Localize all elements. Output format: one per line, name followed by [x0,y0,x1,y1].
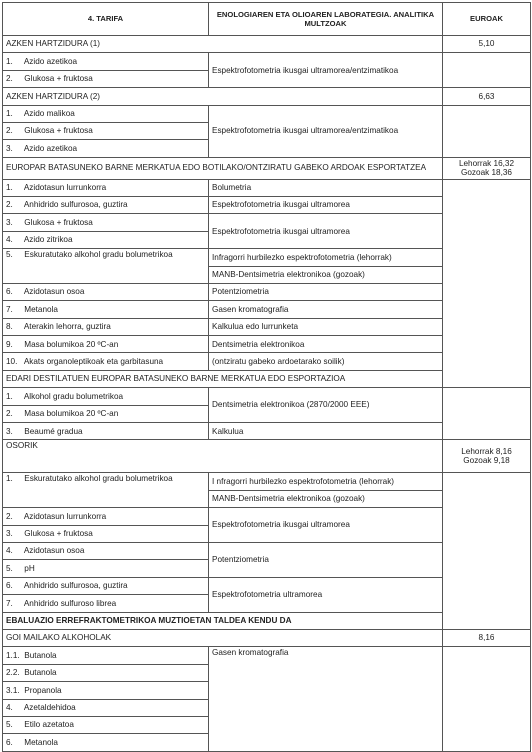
item-label: Azido zitrikoa [23,235,73,245]
item-number: 8. [6,322,13,332]
item-cell [3,196,209,213]
section-title: OSORIK [3,440,443,473]
item-number: 1. [6,56,13,66]
item-label: Butanola [24,668,57,678]
item-label: Eskuratutako alkohol gradu bolumetrikoa [24,474,173,484]
item-number: 9. [6,339,13,349]
empty-price-cell [443,179,531,388]
method-cell: MANB-Dentsimetria elektronikoa (gozoak) [209,266,443,283]
empty-price-cell [443,388,531,440]
method-cell: Gasen kromatografia [209,647,443,751]
item-label: Azido malikoa [23,109,75,119]
item-label: Masa bolumikoa 20 ºC-an [24,409,119,419]
section-heading-row [3,612,531,629]
item-label: Azetaldehidoa [23,703,76,712]
item-number: 5. [6,720,13,730]
method-cell: Infragorri hurbilezko espektrofotometria (lehorrak) [209,249,443,266]
table-row [3,53,531,70]
item-number: 3.1. [6,685,20,695]
item-number: 4. [6,235,13,245]
empty-price-cell [443,473,531,630]
header-tariff: 4. TARIFA [3,3,209,36]
item-label: Beaumé gradua [24,426,83,436]
price-dry: Lehorrak 8,16 [461,447,512,457]
item-label: Glukosa + fruktosa [24,529,93,539]
tariff-table [2,2,531,752]
section-title: AZKEN HARTZIDURA (2) [3,88,443,105]
section-title-row [3,157,531,179]
method-cell: Espektrofotometria ikusgai ultramorea/entzimatikoa [209,53,443,88]
item-cell [3,595,209,612]
item-label: Glukosa + fruktosa [24,217,93,227]
price [443,157,531,179]
item-label: Azido azetikoa [23,56,78,66]
item-cell [3,388,209,405]
item-label: Metanola [24,304,58,314]
item-cell [3,577,209,594]
item-cell [3,122,209,139]
item-number: 2. [6,200,13,210]
item-cell [3,508,209,525]
method-cell: Espektrofotometria ikusgai ultramorea [209,508,443,543]
item-number: 7. [6,598,13,608]
item-cell [3,423,209,440]
item-label: Azido azetikoa [23,143,78,153]
item-number: 1.1. [6,650,20,660]
item-number: 2. [6,74,13,84]
price-sweet: Gozoak 18,36 [461,168,512,178]
item-cell [3,353,209,370]
header-row [3,3,531,36]
item-label: Alkohol gradu bolumetrikoa [23,391,124,401]
item-label: Azidotasun osoa [23,287,85,297]
item-cell [3,560,209,577]
method-cell: I nfragorri hurbilezko espektrofotometria (lehorrak) [209,473,443,490]
method-cell: Espektrofotometria ultramorea [209,577,443,612]
section-title-row [3,629,531,646]
item-number: 10. [6,356,18,366]
method-cell: Espektrofotometria ikusgai ultramorea [209,196,443,213]
item-number: 2. [6,126,13,136]
item-number: 6. [6,737,13,747]
item-number: 2. [6,409,13,419]
method-cell: Dentsimetria elektronikoa (2870/2000 EEE) [209,388,443,423]
item-number: 7. [6,304,13,314]
method-cell: Dentsimetria elektronikoa [209,336,443,353]
item-number: 2. [6,511,13,521]
section-title-row [3,440,531,473]
price-dry: Lehorrak 16,32 [458,158,515,168]
method-cell: Espektrofotometria ikusgai ultramorea [209,214,443,249]
item-label: Azidotasun osoa [23,546,85,556]
price: 5,10 [443,36,531,53]
empty-price-cell [443,53,531,88]
item-cell [3,53,209,70]
item-number: 3. [6,143,13,153]
item-cell [3,231,209,248]
item-label: Glukosa + fruktosa [24,74,93,84]
item-label: Metanola [24,737,58,747]
method-cell: Bolumetria [209,179,443,196]
table-row [3,388,531,405]
item-label: Azidotasun lurrunkorra [23,183,107,193]
method-cell: Espektrofotometria ikusgai ultramorea/entzimatikoa [209,105,443,157]
item-cell [3,405,209,422]
item-cell [3,70,209,87]
item-label: Propanola [24,685,62,695]
item-cell [3,105,209,122]
item-cell [3,179,209,196]
section-title: EDARI DESTILATUEN EUROPAR BATASUNEKO BARNE MERKATUA EDO ESPORTAZIOA [3,370,443,387]
item-number: 3. [6,217,13,227]
method-cell: Kalkulua [209,423,443,440]
price: 6,63 [443,88,531,105]
item-label: Anhidrido sulfurosoa, guztira [23,200,128,210]
item-cell [3,214,209,231]
method-cell: (ontziratu gabeko ardoetarako soilik) [209,353,443,370]
item-cell [3,525,209,542]
empty-price-cell [443,105,531,157]
item-cell [3,716,209,733]
item-number: 1. [6,391,13,401]
section-heading: EBALUAZIO ERREFRAKTOMETRIKOA MUZTIOETAN TALDEA KENDU DA [3,612,531,629]
item-cell [3,301,209,318]
item-cell [3,734,209,751]
item-cell [3,543,209,560]
item-number: 3. [6,529,13,539]
item-label: Aterakin lehorra, guztira [23,322,111,332]
item-cell [3,283,209,300]
item-cell [3,249,209,284]
item-cell [3,699,209,716]
item-number: 6. [6,581,13,591]
item-number: 3. [6,426,13,436]
item-cell [3,473,209,508]
item-number: 5. [6,250,13,260]
header-lab: ENOLOGIAREN ETA OLIOAREN LABORATEGIA. ANALITIKA MULTZOAK [209,3,443,36]
item-number: 4. [6,703,13,712]
table-row [3,179,531,196]
price [443,440,531,473]
item-label: Butanola [24,650,57,660]
item-cell [3,647,209,664]
item-number: 1. [6,109,13,119]
table-row [3,473,531,490]
section-title: EUROPAR BATASUNEKO BARNE MERKATUA EDO BOTILAKO/ONTZIRATU GABEKO ARDOAK ESPORTATZEA [3,157,443,179]
method-cell: Kalkulua edo lurrunketa [209,318,443,335]
item-label: Eskuratutako alkohol gradu bolumetrikoa [24,250,173,260]
item-cell [3,336,209,353]
table-row [3,105,531,122]
item-label: Masa bolumikoa 20 ºC-an [24,339,119,349]
section-title-row [3,36,531,53]
method-cell: Gasen kromatografia [209,301,443,318]
section-title-row [3,88,531,105]
method-cell: MANB-Dentsimetria elektronikoa (gozoak) [209,490,443,507]
item-cell [3,682,209,699]
item-number: 1. [6,474,13,484]
empty-price-cell [443,647,531,751]
item-label: Glukosa + fruktosa [24,126,93,136]
item-number: 2.2. [6,668,20,678]
section-title: GOI MAILAKO ALKOHOLAK [3,629,443,646]
price-sweet: Gozoak 9,18 [463,456,510,466]
section-title: AZKEN HARTZIDURA (1) [3,36,443,53]
item-cell [3,140,209,157]
item-label: Azidotasun lurrunkorra [23,511,107,521]
item-number: 5. [6,563,13,573]
item-label: Anhidrido sulfurosoa, guztira [23,581,128,591]
price: 8,16 [443,629,531,646]
item-number: 6. [6,287,13,297]
item-label: Akats organoleptikoak eta garbitasuna [23,356,164,366]
method-cell: Potentziometria [209,543,443,578]
item-number: 4. [6,546,13,556]
table-row [3,647,531,664]
header-euro: EUROAK [443,3,531,36]
item-cell [3,664,209,681]
item-cell [3,318,209,335]
item-number: 1. [6,183,13,193]
item-label: Anhidrido sulfuroso librea [23,598,117,608]
item-label: pH [24,563,35,573]
item-label: Etilo azetatoa [24,720,74,730]
method-cell: Potentziometria [209,283,443,300]
